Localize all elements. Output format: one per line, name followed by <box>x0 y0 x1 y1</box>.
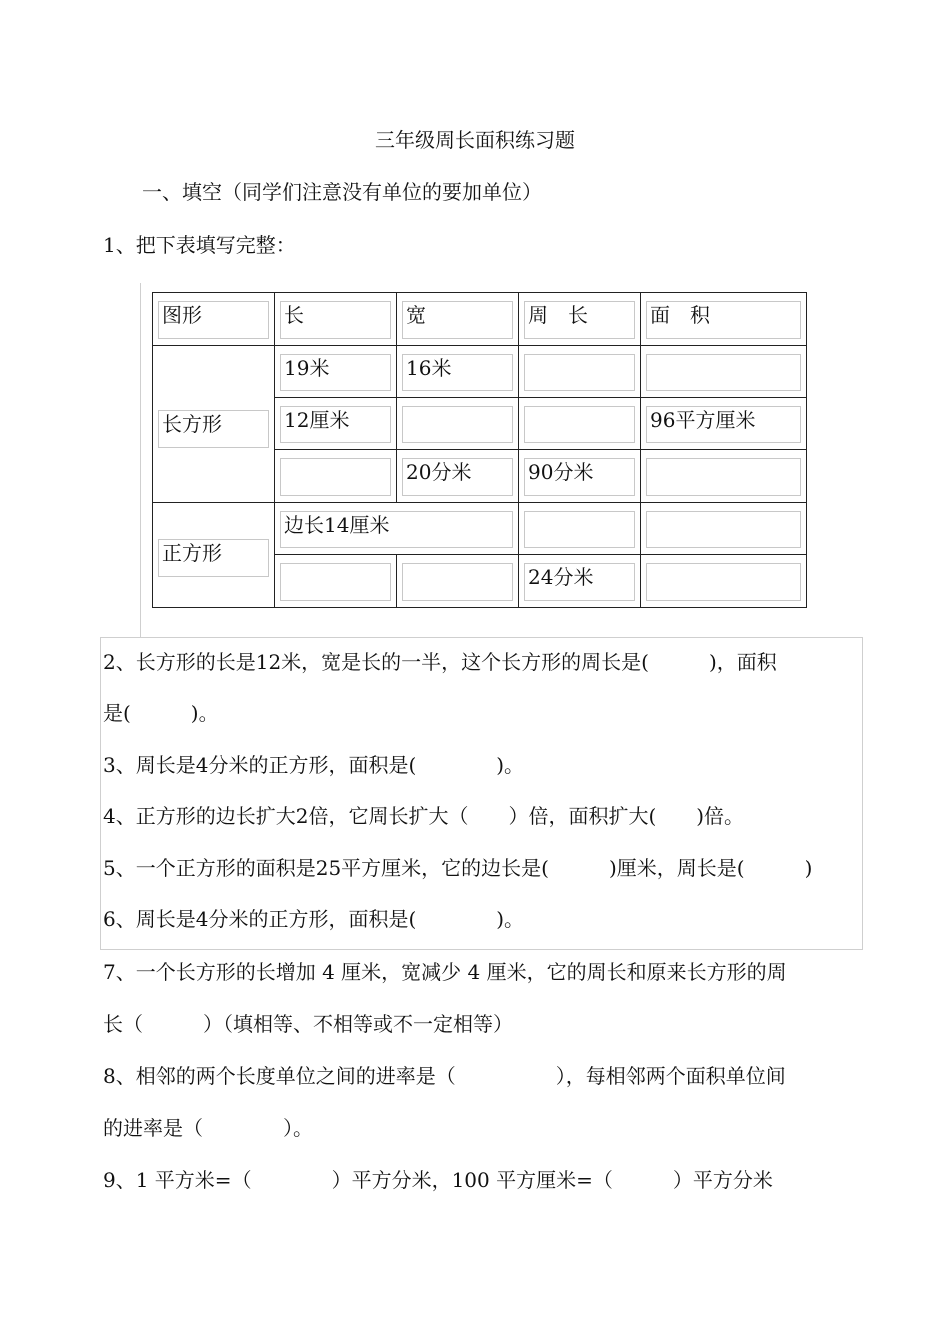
fill-in-table <box>152 292 807 608</box>
section-heading: 一、填空（同学们注意没有单位的要加单位） <box>142 180 542 204</box>
page-title: 三年级周长面积练习题 <box>375 128 575 152</box>
table-row <box>153 503 807 555</box>
question-8-line-1: 8、相邻的两个长度单位之间的进率是（ ），每相邻两个面积单位间 <box>103 1064 786 1088</box>
cell-value: 16米 <box>402 354 513 391</box>
header-cell <box>275 293 397 346</box>
table-row <box>153 346 807 398</box>
question-5: 5、一个正方形的面积是25平方厘米，它的边长是( )厘米，周长是( ) <box>103 856 813 880</box>
rect-label: 长方形 <box>158 410 269 448</box>
cell-value: 96平方厘米 <box>646 406 801 443</box>
cell-value <box>646 563 801 601</box>
cell-value <box>402 563 513 601</box>
cell-value <box>524 406 635 443</box>
cell-value <box>524 354 635 391</box>
cell-value <box>280 458 391 496</box>
question-2-line-2: 是( )。 <box>103 701 219 725</box>
cell-value: 边长14厘米 <box>280 511 513 548</box>
table-cell <box>275 450 397 503</box>
header-cell <box>519 293 641 346</box>
table-cell <box>519 555 641 608</box>
scan-frame-box <box>100 637 863 950</box>
table-cell <box>641 555 807 608</box>
cell-value: 24分米 <box>524 563 635 601</box>
question-6: 6、周长是4分米的正方形，面积是( )。 <box>103 907 525 931</box>
header-area: 面 积 <box>646 301 801 339</box>
table-cell <box>275 555 397 608</box>
header-cell <box>641 293 807 346</box>
header-length: 长 <box>280 301 391 339</box>
cell-value <box>402 406 513 443</box>
cell-value <box>524 511 635 548</box>
cell-value <box>646 511 801 548</box>
table-cell <box>519 398 641 450</box>
table-cell <box>275 398 397 450</box>
cell-value: 20分米 <box>402 458 513 496</box>
cell-value <box>646 354 801 391</box>
cell-value: 90分米 <box>524 458 635 496</box>
cell-value <box>280 563 391 601</box>
cell-value: 19米 <box>280 354 391 391</box>
table-cell <box>275 503 519 555</box>
question-1: 1、把下表填写完整： <box>103 233 296 257</box>
question-7-line-2: 长（ ）（填相等、不相等或不一定相等） <box>103 1012 513 1036</box>
cell-value <box>646 458 801 496</box>
table-header-row <box>153 293 807 346</box>
question-2-line-1: 2、长方形的长是12米，宽是长的一半，这个长方形的周长是( )，面积 <box>103 650 777 674</box>
header-width: 宽 <box>402 301 513 339</box>
table-cell <box>519 346 641 398</box>
table-cell <box>397 555 519 608</box>
question-9: 9、1 平方米=（ ）平方分米，100 平方厘米=（ ）平方分米 <box>103 1168 773 1192</box>
cell-value: 12厘米 <box>280 406 391 443</box>
question-4: 4、正方形的边长扩大2倍，它周长扩大（ ）倍，面积扩大( )倍。 <box>103 804 745 828</box>
table-cell <box>641 503 807 555</box>
square-label: 正方形 <box>158 539 269 577</box>
scan-frame-line <box>140 283 141 638</box>
square-label-cell <box>153 503 275 608</box>
table-cell <box>397 450 519 503</box>
table-cell <box>275 346 397 398</box>
question-7-line-1: 7、一个长方形的长增加 4 厘米，宽减少 4 厘米，它的周长和原来长方形的周 <box>103 960 787 984</box>
header-cell <box>153 293 275 346</box>
header-shape: 图形 <box>158 301 269 339</box>
table-cell <box>641 346 807 398</box>
question-8-line-2: 的进率是（ ）。 <box>103 1116 313 1140</box>
header-cell <box>397 293 519 346</box>
question-3: 3、周长是4分米的正方形，面积是( )。 <box>103 753 525 777</box>
table-cell <box>641 450 807 503</box>
table-cell <box>397 346 519 398</box>
table-cell <box>641 398 807 450</box>
table-cell <box>397 398 519 450</box>
header-perimeter: 周 长 <box>524 301 635 339</box>
table-cell <box>519 503 641 555</box>
rect-label-cell <box>153 346 275 503</box>
table-cell <box>519 450 641 503</box>
